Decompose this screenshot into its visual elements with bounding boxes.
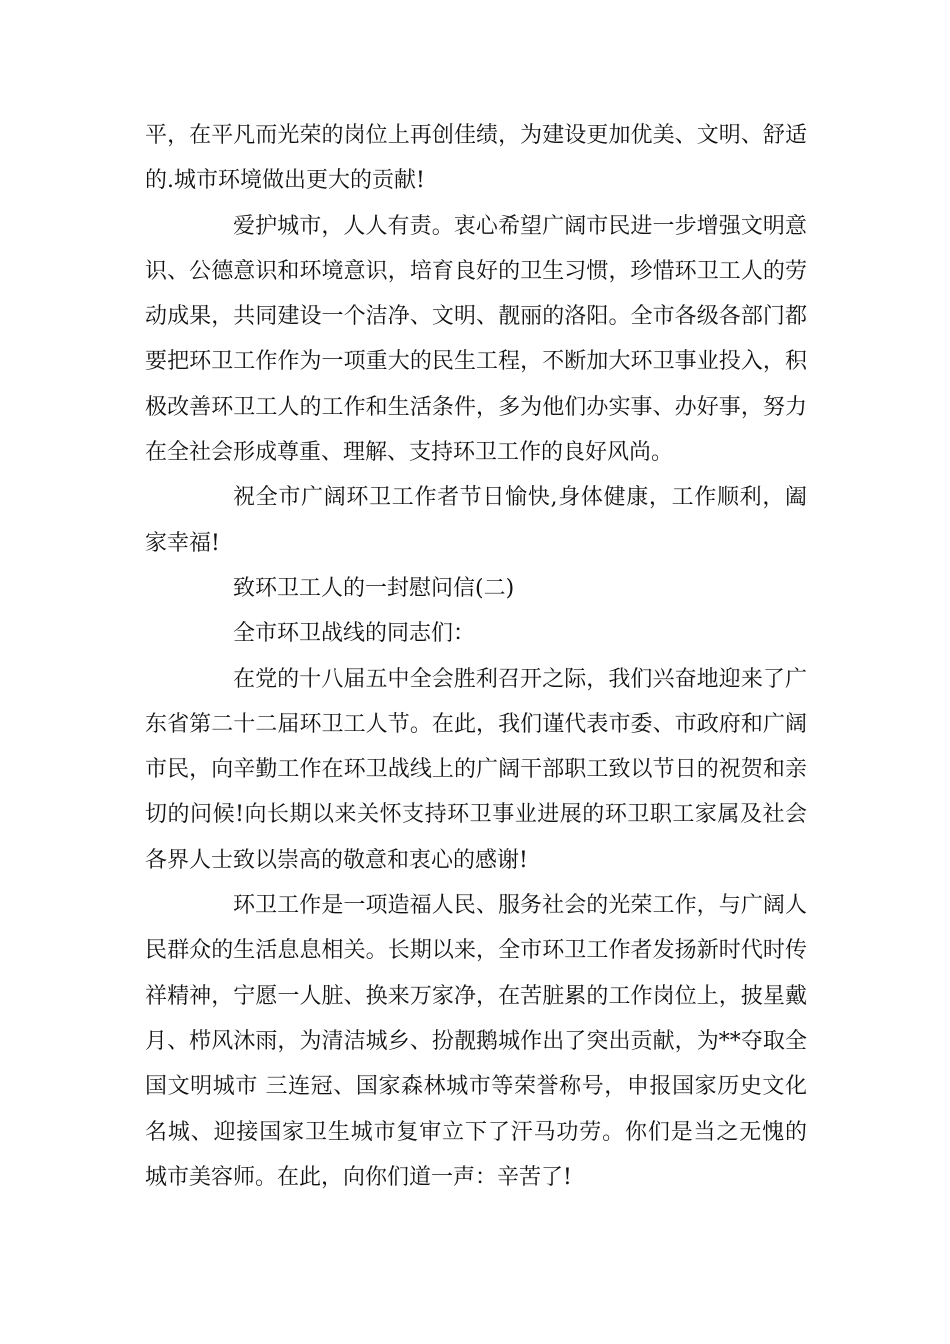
paragraph-continued: 平，在平凡而光荣的岗位上再创佳绩，为建设更加优美、文明、舒适的.城市环境做出更大的贡献! [145, 123, 807, 194]
letter-salutation: 全市环卫战线的同志们： [233, 621, 476, 647]
paragraph-wishes: 祝全市广阔环卫工作者节日愉快,身体健康，工作顺利，阖家幸福! [145, 485, 807, 556]
paragraph-greeting: 在党的十八届五中全会胜利召开之际，我们兴奋地迎来了广东省第二十二届环卫工人节。在此，我们谨代表市委、市政府和广阔市民，向辛勤工作在环卫战线上的广阔干部职工致以节日的祝贺和亲切的问候!向长期以来关怀支持环卫事业进展的环卫职工家属及社会各界人士致以崇高的敬意和衷心的感谢! [145, 666, 807, 873]
letter-title: 致环卫工人的一封慰问信(二) [233, 575, 515, 601]
document-body [145, 113, 807, 1200]
paragraph-civic-duty: 爱护城市，人人有责。衷心希望广阔市民进一步增强文明意识、公德意识和环境意识，培育良好的卫生习惯，珍惜环卫工人的劳动成果，共同建设一个洁净、文明、靓丽的洛阳。全市各级各部门都要把环卫工作作为一项重大的民生工程，不断加大环卫事业投入，积极改善环卫工人的工作和生活条件，多为他们办实事、办好事，努力在全社会形成尊重、理解、支持环卫工作的良好风尚。 [145, 213, 807, 466]
paragraph-contribution: 环卫工作是一项造福人民、服务社会的光荣工作，与广阔人民群众的生活息息相关。长期以来，全市环卫工作者发扬新时代时传祥精神，宁愿一人脏、换来万家净，在苦脏累的工作岗位上，披星戴月、栉风沐雨，为清洁城乡、扮靓鹅城作出了突出贡献，为**夺取全国文明城市 三连冠、国家森林城市等荣誉称号，申报国家历史文化名城、迎接国家卫生城市复审立下了汗马功劳。你们是当之无愧的 城市美容师。在此，向你们道一声：辛苦了! [145, 893, 807, 1190]
